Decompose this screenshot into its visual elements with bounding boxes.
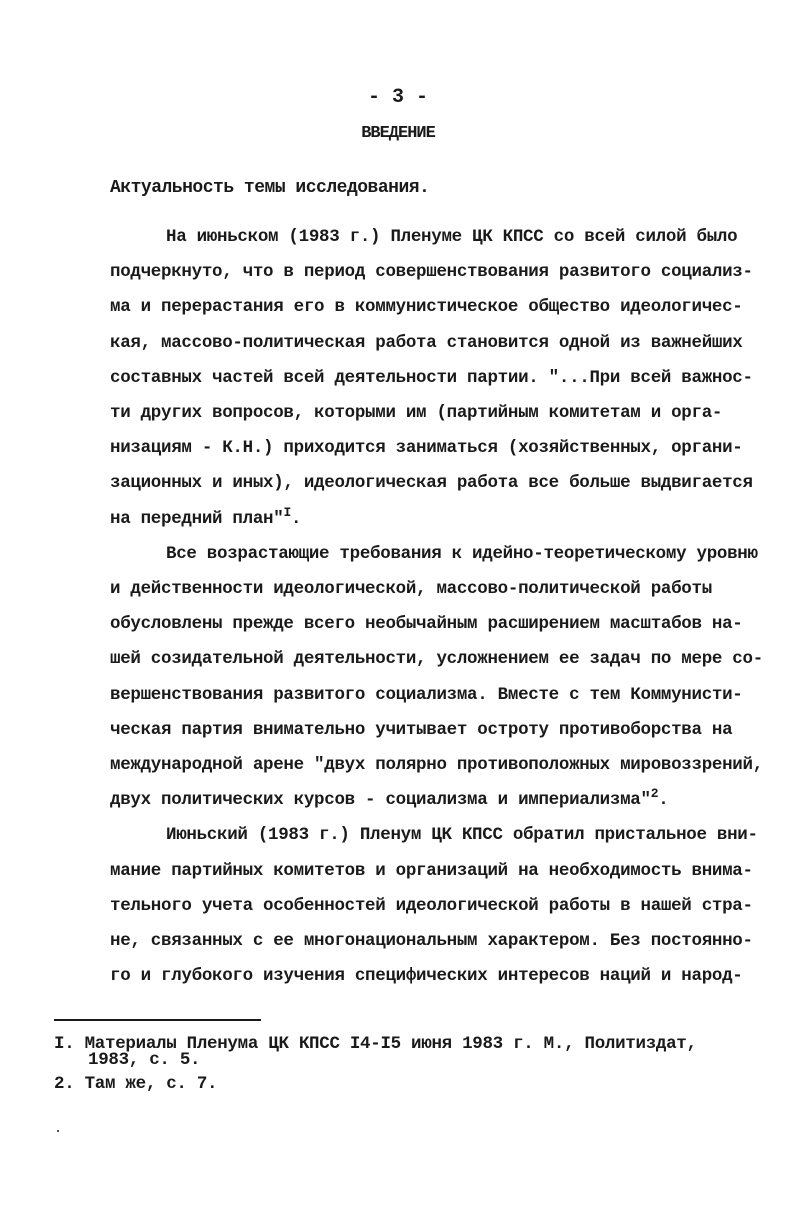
footnote-ref: 2 [650, 786, 659, 802]
text-line: зационных и иных), идеологическая работа все больше выдвигается [110, 473, 753, 494]
section-title: Актуальность темы исследования. [110, 178, 430, 198]
footnote-1: I. Материалы Пленума ЦК КПСС I4-I5 июня 1983 г. М., Политиздат, [54, 1034, 697, 1054]
footnote-1-continuation: 1983, с. 5. [88, 1050, 201, 1070]
text-line: ма и перерастания его в коммунистическое общество идеологичес- [110, 297, 743, 318]
text-line: тельного учета особенностей идеологической работы в нашей стра- [110, 895, 753, 916]
text-line: на передний план" [110, 508, 284, 529]
text-line-with-footnote: двух политических курсов - социализма и империализма"$^2$. [110, 786, 669, 811]
text-line: двух политических курсов - социализма и империализма" [110, 790, 651, 811]
footnotes [54, 1034, 754, 1094]
text-line: На июньском (1983 г.) Пленуме ЦК КПСС со всей силой было [166, 227, 738, 247]
paragraph [54, 818, 758, 994]
page-heading: ВВЕДЕНИЕ [361, 124, 435, 143]
text-line: низациям - К.Н.) приходится заниматься (хозяйственных, органи- [110, 438, 743, 459]
text-line: Все возрастающие требования к идейно-теоретическому уровню [166, 543, 758, 564]
text-line: международной арене "двух полярно противоположных мировоззрений, [110, 755, 763, 776]
ink-speck [57, 1130, 59, 1132]
text-line-with-footnote: на передний план"$^I$. [110, 504, 302, 529]
page-number: - 3 - [367, 86, 428, 109]
body-text [54, 220, 763, 994]
text-line: мание партийных комитетов и организаций на необходимость внима- [110, 860, 753, 881]
text-line: Июньский (1983 г.) Пленум ЦК КПСС обратил пристальное вни- [166, 825, 758, 846]
footnote-ref: I [283, 504, 291, 520]
paragraph [54, 220, 753, 537]
text-line: обусловлены прежде всего необычайным расширением масштабов на- [110, 614, 743, 635]
text-line: шей созидательной деятельности, усложнением ее задач по мере со- [110, 649, 763, 670]
footnote-divider [54, 1019, 261, 1021]
text-line: не, связанных с ее многонациональным характером. Без постоянно- [110, 931, 753, 952]
text-line: и действенности идеологической, массово-политической работы [110, 579, 712, 600]
text-line: ти других вопросов, которыми им (партийным комитетам и орга- [110, 403, 723, 424]
text-line: подчеркнуто, что в период совершенствования развитого социализ- [110, 262, 753, 283]
text-line: составных частей всей деятельности партии. "...При всей важнос- [110, 367, 753, 388]
paragraph [54, 537, 763, 819]
text-line: го и глубокого изучения специфических интересов наций и народ- [110, 966, 743, 987]
text-line: вершенствования развитого социализма. Вместе с тем Коммунисти- [110, 684, 743, 705]
text-line: ческая партия внимательно учитывает остроту противоборства на [110, 719, 733, 740]
footnote-2: 2. Там же, с. 7. [54, 1074, 218, 1094]
text-line: кая, массово-политическая работа становится одной из важнейших [110, 332, 743, 353]
